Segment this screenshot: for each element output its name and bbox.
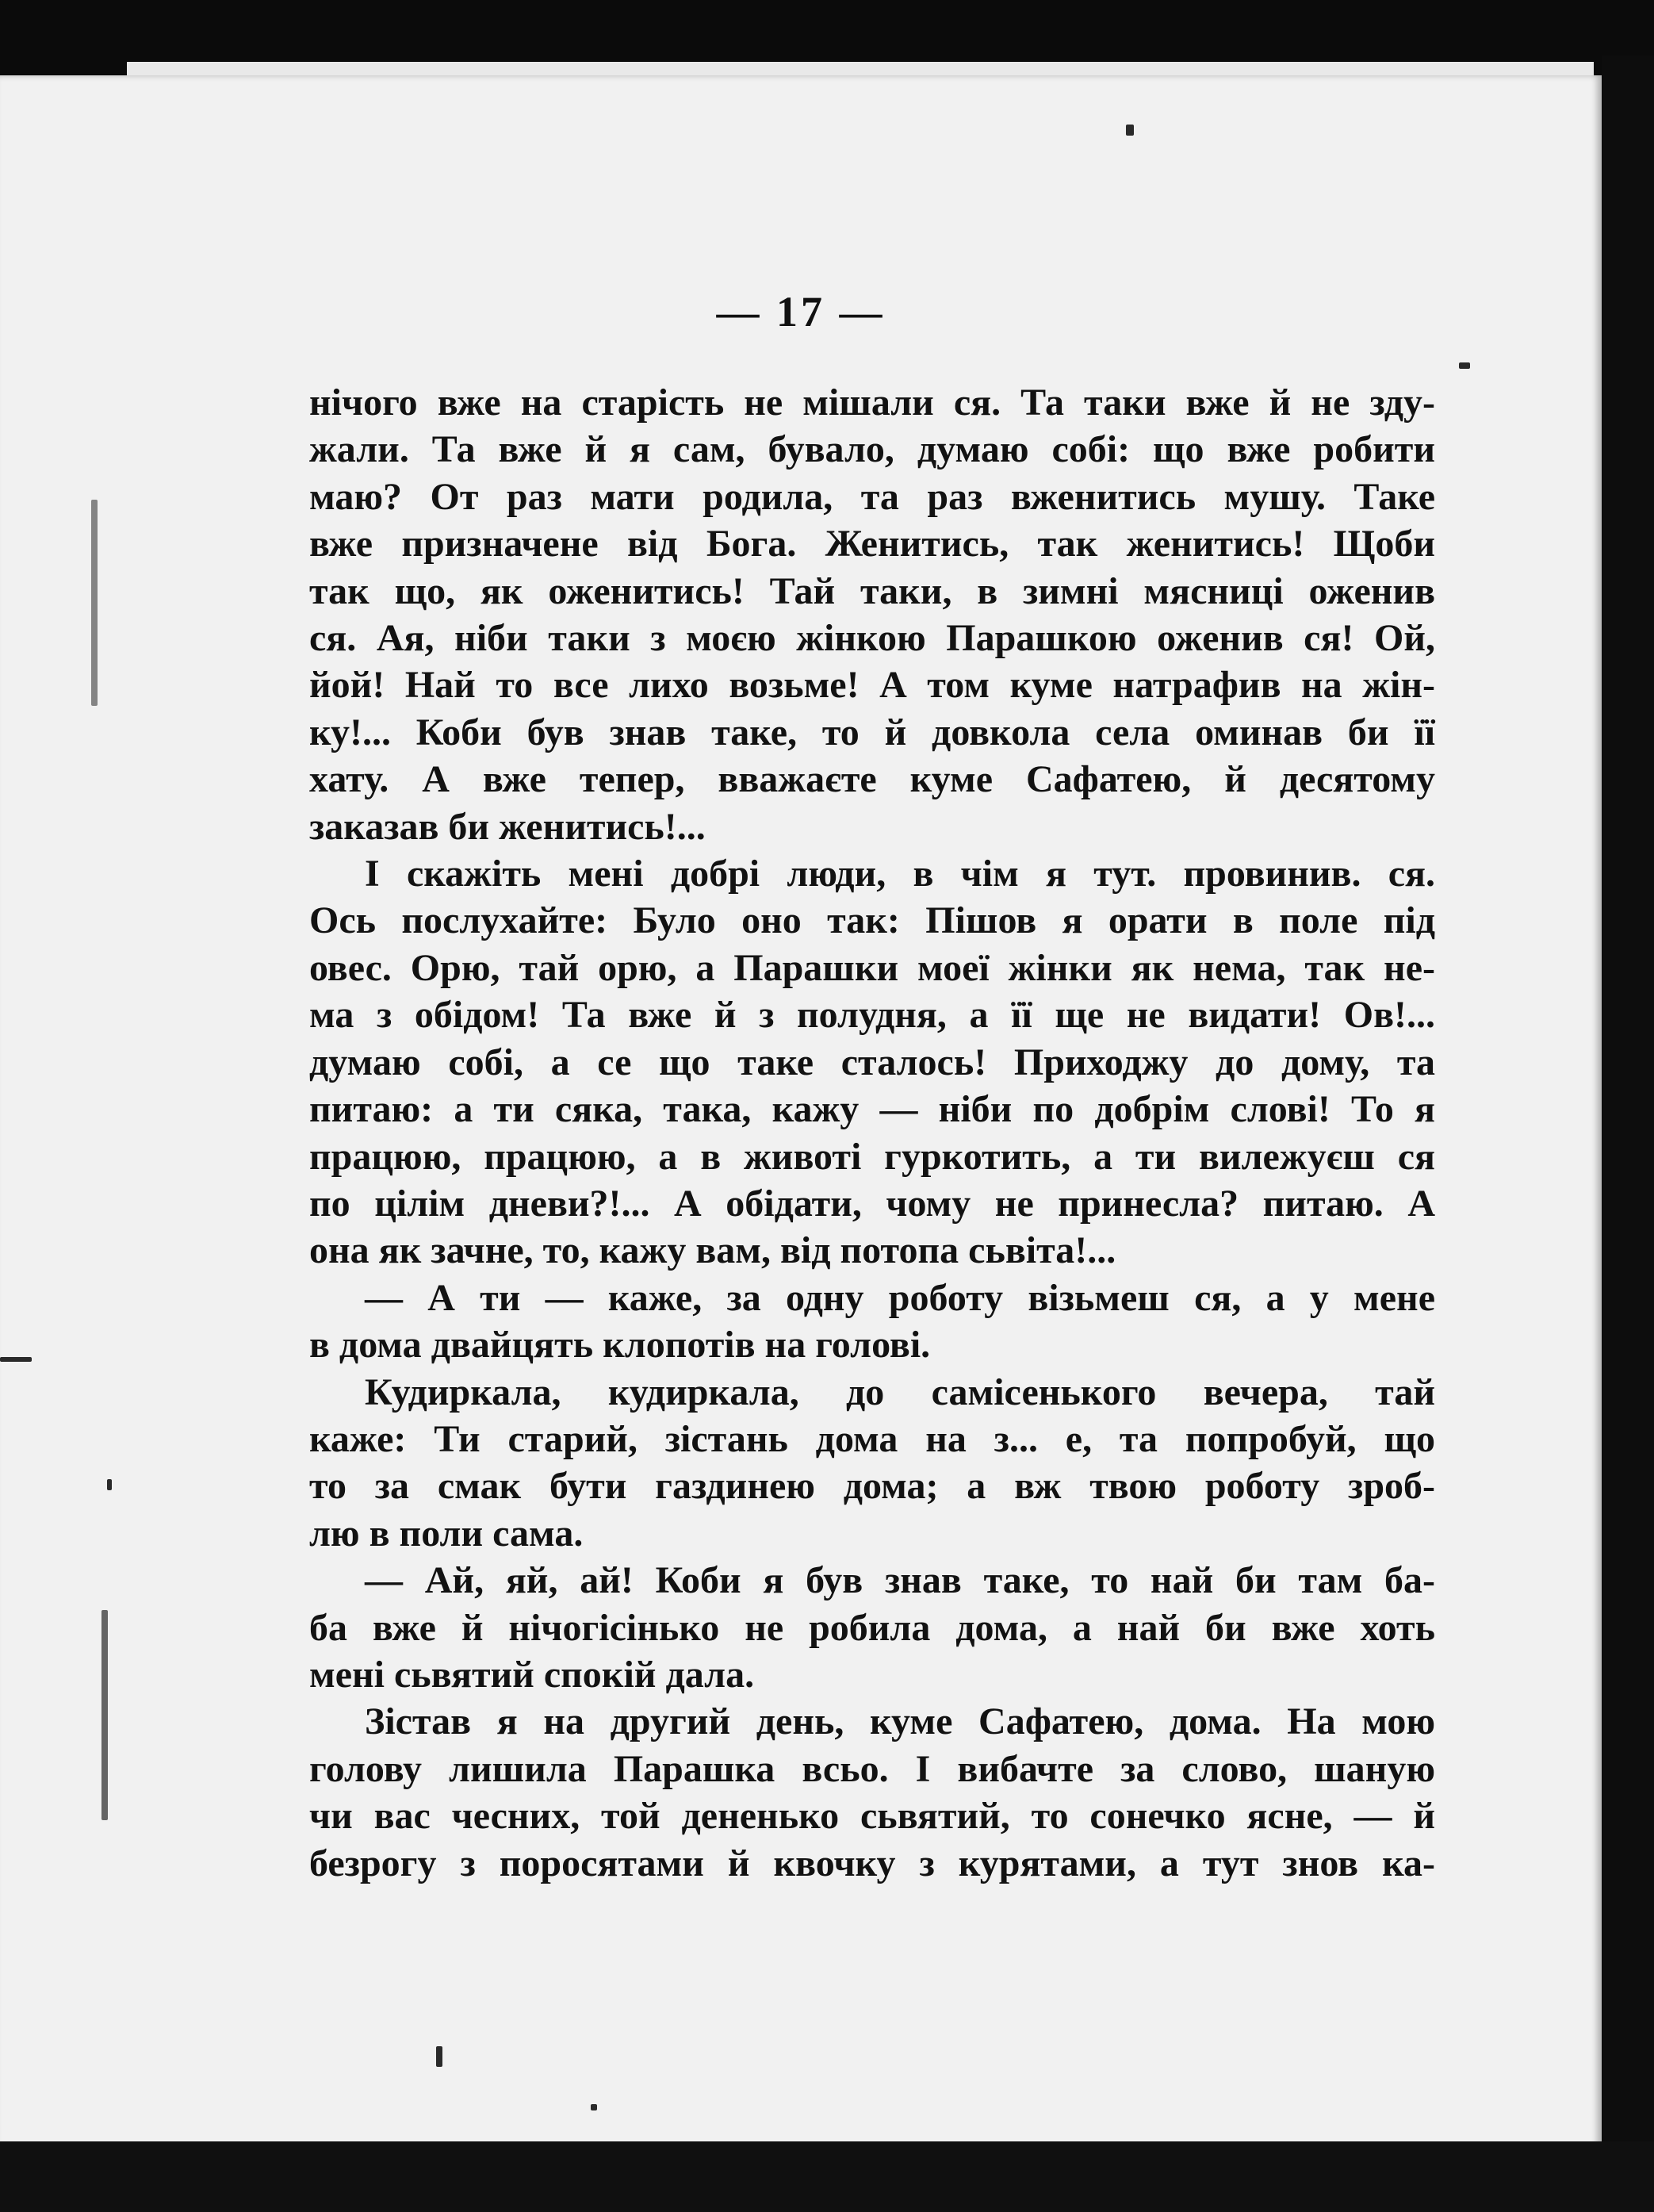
- text-line: вже призначене від Бога. Женитись, так женитись! Щоби: [309, 523, 1435, 565]
- text-line: питаю: а ти сяка, така, кажу — ніби по добрім слові! То я: [309, 1088, 1435, 1131]
- text-line: ба вже й нічогісінько не робила дома, а най би вже хоть: [309, 1606, 1435, 1649]
- text-line: ку!... Коби був знав таке, то й довкола села оминав би її: [309, 711, 1435, 753]
- text-line: ма з обідом! Та вже й з полудня, а її ще не видати! Ов!...: [309, 994, 1435, 1037]
- text-line: працюю, працюю, а в животі гуркотить, а ти вилежуєш ся: [309, 1135, 1435, 1178]
- text-line: заказав би женитись!...: [309, 805, 706, 848]
- text-line: хату. А вже тепер, вважаєте куме Сафатею, й десятому: [309, 758, 1435, 801]
- scan-bottom-edge: [0, 2141, 1654, 2212]
- margin-mark: [0, 1357, 32, 1362]
- margin-mark: [591, 2104, 597, 2110]
- margin-mark: [101, 1610, 108, 1820]
- text-line: Кудиркала, кудиркала, до самісенького вечера, тай: [365, 1371, 1435, 1413]
- text-line: — А ти — каже, за одну роботу візьмеш ся, а у мене: [365, 1276, 1435, 1319]
- text-line: думаю собі, а се що таке сталось! Приходжу до дому, та: [309, 1041, 1435, 1083]
- text-line: она як зачне, то, кажу вам, від потопа сьвіта!...: [309, 1229, 1116, 1272]
- text-line: ся. Ая, ніби таки з моєю жінкою Парашкою оженив ся! Ой,: [309, 617, 1435, 660]
- margin-mark: [107, 1479, 112, 1490]
- text-line: нічого вже на старість не мішали ся. Та таки вже й не зду-: [309, 381, 1435, 424]
- margin-mark: [436, 2046, 442, 2067]
- text-line: по цілім дневи?!... А обідати, чому не принесла? питаю. А: [309, 1182, 1435, 1225]
- text-line: маю? От раз мати родила, та раз вженитись мушу. Таке: [309, 475, 1435, 518]
- text-line: овес. Орю, тай орю, а Парашки моеї жінки як нема, так не-: [309, 946, 1435, 989]
- text-line: І скажіть мені добрі люди, в чім я тут. провинив. ся.: [365, 853, 1435, 895]
- text-line: Зістав я на другий день, куме Сафатею, дома. На мою: [365, 1700, 1435, 1743]
- text-line: каже: Ти старий, зістань дома на з... е, та попробуй, що: [309, 1417, 1435, 1460]
- text-line: — Ай, яй, ай! Коби я був знав таке, то най би там ба-: [365, 1559, 1435, 1602]
- text-line: Ось послухайте: Було оно так: Пішов я орати в поле під: [309, 899, 1435, 942]
- text-line: безрогу з поросятами й квочку з курятами, а тут знов ка-: [309, 1842, 1435, 1884]
- text-line: чи вас чесних, той дененько сьвятий, то сонечко ясне, — й: [309, 1795, 1435, 1838]
- text-line: мені сьвятий спокій дала.: [309, 1653, 755, 1696]
- text-line: в дома двайцять клопотів на голові.: [309, 1324, 931, 1367]
- page-number: — 17 —: [716, 288, 886, 335]
- margin-mark: [91, 500, 98, 706]
- text-line: то за смак бути газдинею дома; а вж твою роботу зроб-: [309, 1465, 1435, 1508]
- margin-mark: [1459, 362, 1470, 369]
- scan-right-edge: [1602, 56, 1654, 2212]
- margin-mark: [1126, 125, 1134, 136]
- body-text: [309, 379, 1435, 1887]
- text-line: лю в поли сама.: [309, 1512, 584, 1555]
- text-line: так що, як оженитись! Тай таки, в зимні мясниці оженив: [309, 569, 1435, 612]
- text-line: жали. Та вже й я сам, бувало, думаю собі: що вже робити: [309, 428, 1435, 471]
- text-line: голову лишила Парашка всьо. І вибачте за слово, шаную: [309, 1747, 1435, 1790]
- text-line: йой! Най то все лихо возьме! А том куме натрафив на жін-: [309, 664, 1435, 707]
